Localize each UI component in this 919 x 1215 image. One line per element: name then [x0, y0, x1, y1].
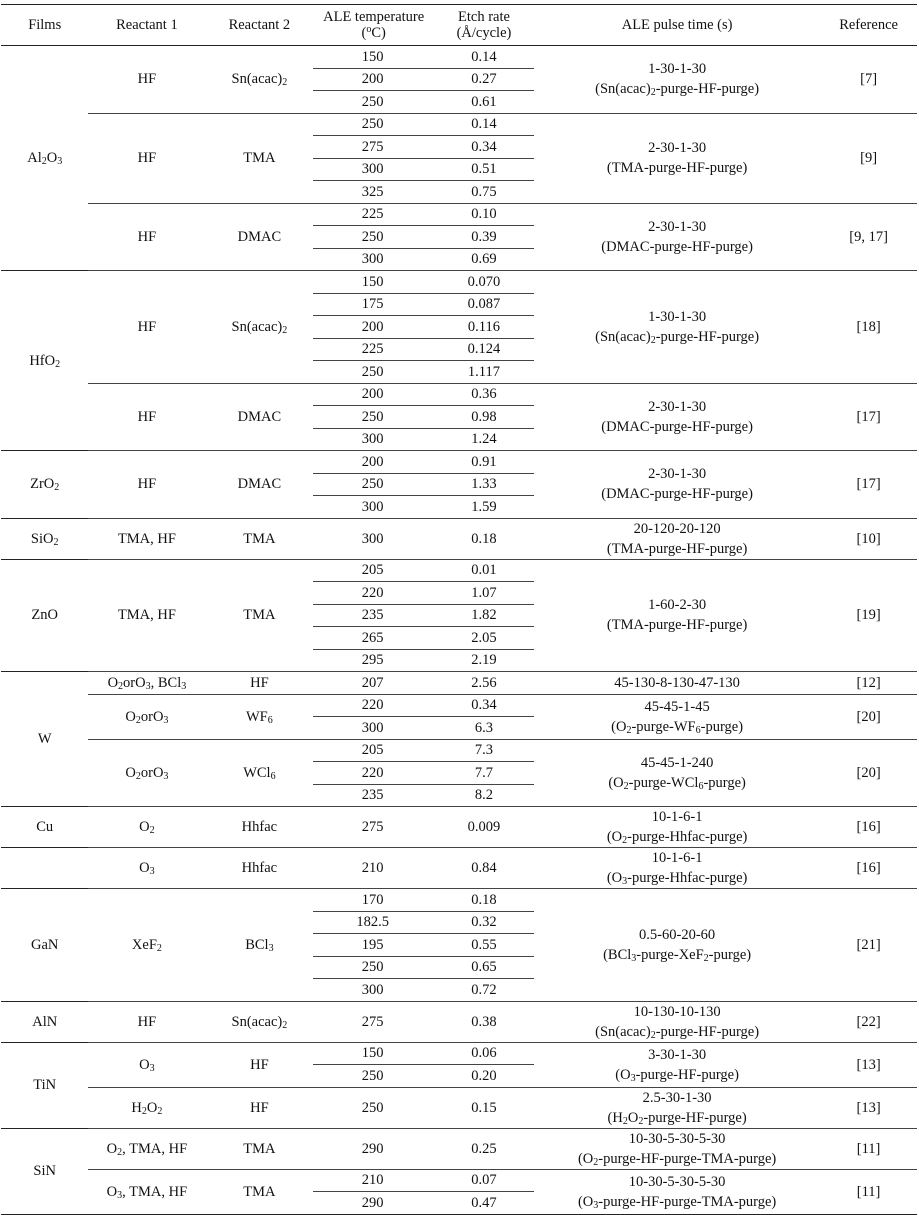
temperature-cell: 210: [313, 1169, 434, 1192]
film-cell: ZnO: [1, 559, 88, 672]
temperature-cell: 250: [313, 226, 434, 249]
header-etch-rate-label: Etch rate: [458, 9, 510, 25]
reference-cell: [20]: [820, 739, 917, 807]
etch-rate-cell: 0.65: [434, 956, 534, 979]
header-row: [1, 5, 917, 46]
temperature-cell: 250: [361, 93, 384, 110]
etch-rate-cell: 0.34: [434, 136, 534, 159]
etch-rate-cell: 0.36: [434, 383, 534, 406]
reactant1-cell: $O_2orO_3$: [88, 694, 205, 739]
table-row: [1, 1042, 917, 1065]
pulse-sequence: 45-130-8-130-47-130: [614, 674, 740, 691]
etch-rate-cell: 0.25: [434, 1128, 534, 1169]
table-row: [1, 807, 917, 848]
etch-rate-cell: 0.55: [434, 934, 534, 957]
temperature-cell: 300: [361, 719, 384, 736]
reactant1-cell: TMA, HF: [88, 559, 205, 672]
reference-cell: [16]: [820, 848, 917, 889]
temperature-cell: 250: [361, 363, 384, 380]
pulse-description: (TMA-purge-HF-purge): [606, 160, 748, 176]
reference-cell: [7]: [820, 46, 917, 114]
etch-rate-cell: 1.07: [434, 582, 534, 605]
temperature-cell: 200: [313, 68, 434, 91]
table-row: [1, 1001, 917, 1042]
temperature-cell: 250: [313, 406, 434, 429]
reference-cell: [19]: [820, 559, 917, 672]
reactant1-cell: $O_2$, TMA, HF: [88, 1128, 205, 1169]
temperature-cell: 220: [313, 582, 434, 605]
reactant1-cell: $O_3$: [88, 848, 205, 889]
etch-rate-cell: 0.20: [471, 1067, 497, 1084]
table-body: [1, 46, 917, 1215]
temperature-cell: 250: [313, 956, 434, 979]
pulse-description: $(O_2-purge-WF_6-purge)$: [611, 718, 744, 736]
temperature-cell: 290: [313, 1128, 434, 1169]
pulse-cell: [534, 694, 820, 739]
reactant2-cell: TMA: [205, 1169, 313, 1214]
pulse-cell: [534, 271, 820, 384]
reactant1-cell: $H_2O_2$: [88, 1087, 205, 1128]
header-pulse-time: ALE pulse time (s): [534, 5, 820, 46]
pulse-cell: [534, 739, 820, 807]
reference-cell: [17]: [820, 383, 917, 451]
etch-rate-cell: 2.56: [434, 672, 534, 695]
reactant1-cell: $O_3$, TMA, HF: [88, 1169, 205, 1214]
temperature-cell: 205: [313, 559, 434, 582]
temperature-cell: 290: [361, 1194, 384, 1211]
reactant2-cell: Hhfac: [205, 848, 313, 889]
header-temperature-unit: ($^o$C): [361, 24, 386, 41]
pulse-description: (TMA-purge-HF-purge): [606, 540, 748, 557]
table-row: [1, 694, 917, 717]
etch-rate-cell: 2.19: [471, 652, 497, 669]
temperature-cell: 175: [313, 293, 434, 316]
table-row: [1, 848, 917, 889]
etch-rate-cell: 0.39: [434, 226, 534, 249]
pulse-description: $(Sn(acac)_2-purge-HF-purge)$: [595, 1023, 760, 1041]
etch-rate-cell: 0.98: [434, 406, 534, 429]
reactant1-cell: $O_3$: [88, 1042, 205, 1087]
etch-rate-cell: 1.24: [471, 431, 497, 448]
temperature-cell: 225: [313, 203, 434, 226]
pulse-sequence: 10-130-10-130: [633, 1003, 721, 1020]
pulse-description: $(H_2O_2-purge-HF-purge)$: [607, 1109, 747, 1127]
etch-rate-cell: 1.59: [471, 498, 497, 515]
pulse-description: $(Sn(acac)_2-purge-HF-purge)$: [595, 328, 760, 346]
film-cell: ZrO$_2$: [1, 451, 88, 519]
temperature-cell: 235: [361, 787, 384, 804]
reactant2-cell: HF: [205, 672, 313, 695]
temperature-cell: 300: [361, 251, 384, 268]
reference-cell: [12]: [820, 672, 917, 695]
reference-cell: [9]: [820, 113, 917, 203]
etch-rate-cell: 2.05: [434, 627, 534, 650]
temperature-cell: 250: [361, 1067, 384, 1084]
table-row: [1, 1128, 917, 1169]
reactant1-cell: HF: [88, 113, 205, 203]
reactant2-cell: TMA: [205, 113, 313, 203]
reactant2-cell: TMA: [205, 559, 313, 672]
table-row: [1, 451, 917, 474]
header-temperature-label: ALE temperature: [323, 9, 425, 25]
reactant2-cell: DMAC: [205, 451, 313, 519]
header-temperature: [313, 5, 434, 46]
etch-rate-cell: 7.3: [434, 739, 534, 762]
temperature-cell: 200: [313, 316, 434, 339]
etch-rate-cell: 0.75: [471, 183, 497, 200]
etch-rate-cell: 0.14: [434, 113, 534, 136]
reactant1-cell: TMA, HF: [88, 518, 205, 559]
pulse-sequence: 2-30-1-30: [648, 466, 707, 483]
etch-rate-cell: 0.124: [434, 338, 534, 361]
pulse-sequence: 1-60-2-30: [648, 597, 707, 614]
etch-rate-cell: 0.15: [434, 1087, 534, 1128]
reactant1-cell: HF: [88, 271, 205, 384]
pulse-cell: [534, 1087, 820, 1128]
temperature-cell: 200: [313, 383, 434, 406]
header-films: Films: [1, 5, 88, 46]
table-row: [1, 383, 917, 406]
reference-cell: [11]: [820, 1169, 917, 1214]
etch-rate-cell: 0.14: [434, 46, 534, 69]
reactant1-cell: HF: [88, 203, 205, 271]
reactant1-cell: $O_2orO_3$, BCl$_3$: [88, 672, 205, 695]
table-row: [1, 203, 917, 226]
reactant2-cell: TMA: [205, 518, 313, 559]
temperature-cell: 265: [313, 627, 434, 650]
reference-cell: [20]: [820, 694, 917, 739]
temperature-cell: 250: [313, 473, 434, 496]
film-cell: W: [1, 672, 88, 807]
temperature-cell: 275: [313, 136, 434, 159]
pulse-cell: [534, 889, 820, 1002]
table-row: [1, 271, 917, 294]
pulse-sequence: 2-30-1-30: [648, 218, 707, 235]
header-reactant1: Reactant 1: [88, 5, 205, 46]
reactant2-cell: DMAC: [205, 203, 313, 271]
pulse-sequence: 20-120-20-120: [633, 520, 721, 537]
etch-rate-cell: 6.3: [474, 719, 494, 736]
pulse-sequence: 3-30-1-30: [648, 1046, 707, 1063]
temperature-cell: 300: [361, 431, 384, 448]
temperature-cell: 207: [313, 672, 434, 695]
reference-cell: [17]: [820, 451, 917, 519]
pulse-cell: [534, 451, 820, 519]
reference-cell: [21]: [820, 889, 917, 1002]
pulse-cell: [534, 518, 820, 559]
temperature-cell: 250: [313, 113, 434, 136]
film-cell: SiO$_2$: [1, 518, 88, 559]
pulse-description: $(O_3-purge-HF-purge-TMA-purge)$: [577, 1193, 777, 1211]
etch-rate-cell: 0.91: [434, 451, 534, 474]
temperature-cell: 300: [361, 498, 384, 515]
reference-cell: [18]: [820, 271, 917, 384]
etch-rate-cell: 0.51: [434, 158, 534, 181]
header-etch-rate: [434, 5, 534, 46]
pulse-cell: [534, 1042, 820, 1087]
reactant2-cell: BCl$_3$: [205, 889, 313, 1002]
pulse-cell: [534, 1169, 820, 1214]
pulse-description: (BCl$_3$-purge-XeF$_2$-purge): [603, 946, 752, 964]
pulse-cell: [534, 672, 820, 695]
pulse-cell: [534, 383, 820, 451]
temperature-cell: 225: [313, 338, 434, 361]
etch-rate-cell: 0.72: [471, 981, 497, 998]
table-row: [1, 672, 917, 695]
pulse-description: (DMAC-purge-HF-purge): [601, 238, 753, 255]
etch-rate-cell: 0.38: [434, 1001, 534, 1042]
temperature-cell: 200: [313, 451, 434, 474]
temperature-cell: 210: [313, 848, 434, 889]
pulse-description: $(O_2-purge-Hhfac-purge)$: [606, 829, 748, 846]
pulse-description: $(O_3-purge-Hhfac-purge)$: [606, 870, 748, 887]
pulse-cell: [534, 113, 820, 203]
etch-rate-cell: 0.32: [434, 911, 534, 934]
etch-rate-cell: 1.117: [467, 363, 501, 380]
pulse-sequence: 2-30-1-30: [648, 140, 707, 156]
film-cell: SiN: [1, 1128, 88, 1214]
temperature-cell: 195: [313, 934, 434, 957]
etch-rate-cell: 8.2: [474, 787, 494, 804]
reactant2-cell: $Sn(acac)_2$: [205, 271, 313, 384]
pulse-sequence: 10-30-5-30-5-30: [628, 1130, 726, 1147]
temperature-cell: 220: [313, 762, 434, 785]
temperature-cell: 150: [313, 46, 434, 69]
pulse-sequence: 10-30-5-30-5-30: [628, 1173, 726, 1190]
reactant1-cell: HF: [88, 46, 205, 114]
pulse-cell: [534, 559, 820, 672]
temperature-cell: 205: [313, 739, 434, 762]
reactant1-cell: HF: [88, 1001, 205, 1042]
temperature-cell: 150: [313, 271, 434, 294]
pulse-sequence: 45-45-1-240: [640, 754, 714, 771]
pulse-cell: [534, 848, 820, 889]
etch-rate-cell: 7.7: [434, 762, 534, 785]
reactant2-cell: $Sn(acac)_2$: [205, 1001, 313, 1042]
reactant2-cell: TMA: [205, 1128, 313, 1169]
temperature-cell: 220: [313, 694, 434, 717]
temperature-cell: 325: [361, 183, 384, 200]
film-cell: AlN: [1, 1001, 88, 1042]
pulse-cell: [534, 203, 820, 271]
temperature-cell: 182.5: [313, 911, 434, 934]
etch-rate-cell: 0.087: [434, 293, 534, 316]
reactant2-cell: HF: [205, 1042, 313, 1087]
etch-rate-cell: 0.27: [434, 68, 534, 91]
etch-rate-cell: 1.82: [434, 604, 534, 627]
table-row: [1, 1169, 917, 1192]
etch-rate-cell: 0.06: [434, 1042, 534, 1065]
etch-rate-cell: 0.01: [434, 559, 534, 582]
etch-rate-cell: 0.18: [434, 518, 534, 559]
temperature-cell: 300: [313, 518, 434, 559]
temperature-cell: 275: [313, 807, 434, 848]
reactant2-cell: DMAC: [205, 383, 313, 451]
temperature-cell: 300: [313, 158, 434, 181]
pulse-sequence: 1-30-1-30: [648, 61, 707, 78]
etch-rate-cell: 0.34: [434, 694, 534, 717]
header-reference: Reference: [820, 5, 917, 46]
reference-cell: [11]: [820, 1128, 917, 1169]
reactant2-cell: HF: [205, 1087, 313, 1128]
film-cell: $Al_2O_3$: [1, 46, 88, 271]
temperature-cell: 295: [361, 652, 384, 669]
pulse-cell: [534, 46, 820, 114]
pulse-cell: [534, 1128, 820, 1169]
table-row: [1, 889, 917, 912]
etch-rate-cell: 0.69: [471, 251, 497, 268]
etch-rate-cell: 0.47: [471, 1194, 497, 1211]
etch-rate-cell: 0.116: [434, 316, 534, 339]
reactant1-cell: XeF$_2$: [88, 889, 205, 1002]
reference-cell: [9, 17]: [820, 203, 917, 271]
pulse-description: (TMA-purge-HF-purge): [606, 617, 748, 634]
etch-rate-cell: 0.18: [434, 889, 534, 912]
pulse-sequence: 0.5-60-20-60: [639, 926, 716, 943]
reactant2-cell: WCl$_6$: [205, 739, 313, 807]
pulse-description: $(O_2-purge-HF-purge-TMA-purge)$: [577, 1150, 777, 1168]
pulse-description: $(Sn(acac)_2-purge-HF-purge)$: [595, 81, 760, 99]
film-cell: HfO$_2$: [1, 271, 88, 451]
pulse-cell: [534, 1001, 820, 1042]
pulse-description: $(O_3-purge-HF-purge)$: [615, 1066, 739, 1084]
pulse-sequence: 1-30-1-30: [648, 308, 707, 325]
reference-cell: [16]: [820, 807, 917, 848]
temperature-cell: 170: [313, 889, 434, 912]
ale-table: [1, 4, 917, 1215]
header-etch-rate-unit: (Å/cycle): [456, 25, 512, 41]
temperature-cell: 250: [313, 1087, 434, 1128]
film-cell: [1, 848, 88, 889]
film-cell: GaN: [1, 889, 88, 1002]
header-reactant2: Reactant 2: [205, 5, 313, 46]
etch-rate-cell: 1.33: [434, 473, 534, 496]
pulse-sequence: 45-45-1-45: [644, 698, 710, 715]
etch-rate-cell: 0.84: [434, 848, 534, 889]
etch-rate-cell: 0.070: [434, 271, 534, 294]
temperature-cell: 300: [361, 981, 384, 998]
pulse-sequence: 10-1-6-1: [651, 850, 703, 866]
reference-cell: [13]: [820, 1087, 917, 1128]
pulse-description: $(O_2-purge-WCl_6-purge)$: [608, 774, 746, 792]
pulse-sequence: 2-30-1-30: [648, 398, 707, 415]
etch-rate-cell: 0.07: [434, 1169, 534, 1192]
pulse-description: (DMAC-purge-HF-purge): [601, 486, 753, 503]
reactant1-cell: $O_2orO_3$: [88, 739, 205, 807]
temperature-cell: 150: [313, 1042, 434, 1065]
table-row: [1, 518, 917, 559]
table-row: [1, 113, 917, 136]
pulse-description: (DMAC-purge-HF-purge): [601, 418, 753, 435]
etch-rate-cell: 0.009: [434, 807, 534, 848]
table-row: [1, 46, 917, 69]
reference-cell: [13]: [820, 1042, 917, 1087]
table-row: [1, 739, 917, 762]
reactant1-cell: HF: [88, 451, 205, 519]
pulse-sequence: 10-1-6-1: [651, 809, 703, 825]
temperature-cell: 235: [313, 604, 434, 627]
etch-rate-cell: 0.10: [434, 203, 534, 226]
reactant1-cell: $O_2$: [88, 807, 205, 848]
table-row: [1, 1087, 917, 1128]
reactant2-cell: Hhfac: [205, 807, 313, 848]
reference-cell: [10]: [820, 518, 917, 559]
film-cell: Cu: [1, 807, 88, 848]
table-row: [1, 559, 917, 582]
film-cell: TiN: [1, 1042, 88, 1128]
reactant1-cell: HF: [88, 383, 205, 451]
reactant2-cell: $WF_6$: [205, 694, 313, 739]
etch-rate-cell: 0.61: [471, 93, 497, 110]
pulse-sequence: 2.5-30-1-30: [642, 1089, 712, 1106]
pulse-cell: [534, 807, 820, 848]
temperature-cell: 275: [313, 1001, 434, 1042]
reactant2-cell: $Sn(acac)_2$: [205, 46, 313, 114]
reference-cell: [22]: [820, 1001, 917, 1042]
